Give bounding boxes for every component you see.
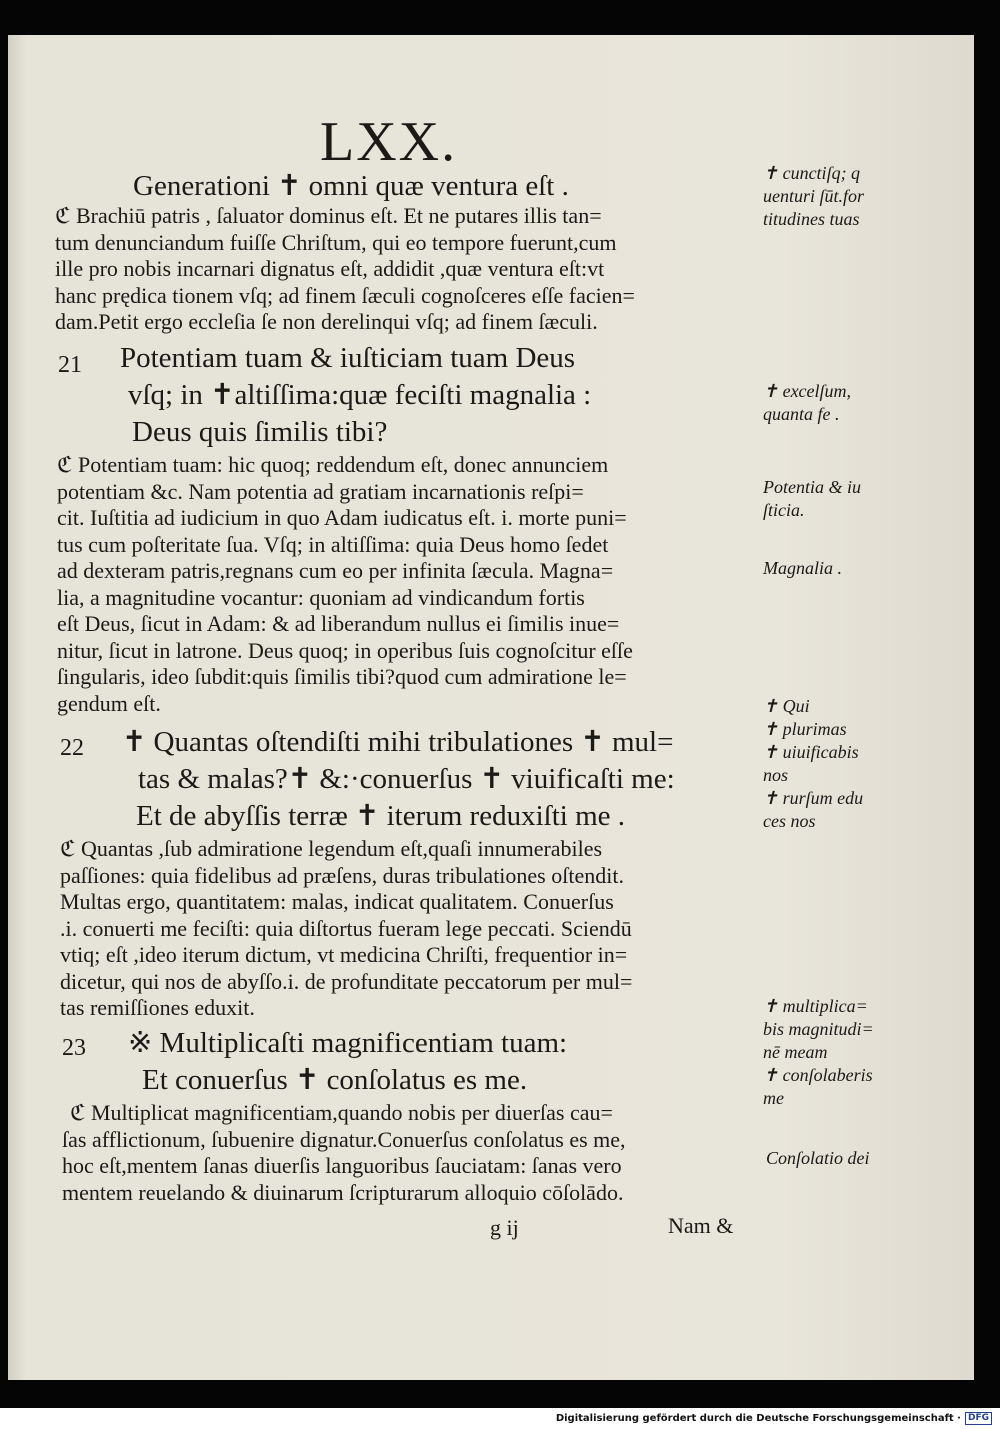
- text-line: ℭ Quantas ,ſub admiratione legendum eſt,quaſi innumerabiles: [60, 836, 603, 861]
- gloss-line: ✝ excelſum,: [763, 381, 852, 401]
- verse-22: [122, 724, 675, 835]
- verse-line: Deus quis ſimilis tibi?: [132, 416, 388, 448]
- gloss-line: bis magnitudi=: [763, 1019, 874, 1039]
- catchword: Nam &: [668, 1213, 734, 1238]
- gloss-line: ✝ Qui: [763, 696, 810, 716]
- gloss-line: quanta fe .: [763, 404, 840, 424]
- verse-line: Et conuerſus ✝ conſolatus es me.: [142, 1064, 528, 1096]
- margin-gloss-3: [763, 476, 861, 522]
- text-line: tus cum poſteritate ſua. Vſq; in altiſſima: quia Deus homo ſedet: [57, 531, 609, 557]
- text-line: hoc eſt,mentem ſanas diuerſis languoribus ſauciatam: ſanas vero: [62, 1153, 622, 1178]
- verse-line: ✝ Quantas oſtendiſti mihi tribulationes ✝ mul=: [122, 726, 674, 758]
- signature-mark: g ij: [490, 1215, 519, 1240]
- text-line: dicetur, qui nos de abyſſo.i. de profunditate peccatorum per mul=: [60, 968, 633, 994]
- text-line: ad dexteram patris,regnans cum eo per infinita ſæcula. Magna=: [57, 558, 614, 583]
- text-line: .i. conuerti me feciſti: quia diſtortus fueram lege peccati. Sciendū: [60, 915, 632, 941]
- dfg-logo: DFG: [965, 1412, 992, 1425]
- text-line: ℭ Brachiū patris , ſaluator dominus eſt. Et ne putares illis tan=: [55, 203, 602, 228]
- text-line: ille pro nobis incarnari dignatus eſt, addidit ,quæ ventura eſt:vt: [55, 256, 605, 281]
- gloss-line: ✝ uiuificabis: [763, 742, 859, 762]
- gloss-line: me: [763, 1088, 784, 1108]
- gloss-line: ✝ plurimas: [763, 719, 847, 739]
- gloss-line: ſticia.: [763, 500, 805, 520]
- verse-line: Potentiam tuam & iuſticiam tuam Deus: [120, 342, 576, 374]
- margin-gloss-7: [766, 1147, 870, 1170]
- margin-gloss-5: [763, 695, 863, 833]
- text-line: hanc prędica tionem vſq; ad finem ſæculi cognoſceres eſſe facien=: [55, 282, 635, 308]
- gloss-line: nos: [763, 765, 789, 785]
- gloss-line: Magnalia .: [763, 558, 842, 578]
- text-line: paſſiones: quia fidelibus ad præſens, duras tribulationes oſtendit.: [60, 862, 624, 888]
- verse-line: Et de abyſſis terræ ✝ iterum reduxiſti me .: [136, 800, 625, 832]
- margin-gloss-6: [763, 995, 874, 1110]
- margin-gloss-1: [763, 162, 864, 231]
- text-line: ℭ Potentiam tuam: hic quoq; reddendum eſt, donec annunciem: [57, 452, 609, 477]
- gloss-line: Potentia & iu: [763, 477, 861, 497]
- text-line: nitur, ſicut in latrone. Deus quoq; in operibus ſuis cognoſcitur eſſe: [57, 637, 633, 663]
- text-line: eſt Deus, ſicut in Adam: & ad liberandum nullus ei ſimilis inue=: [57, 611, 620, 636]
- text-line: potentiam &c. Nam potentia ad gratiam incarnationis reſpi=: [57, 478, 584, 504]
- verse-number-22: 22: [60, 735, 84, 761]
- text-line: ſingularis, ideo ſubdit:quis ſimilis tibi?quod cum admiratione le=: [57, 664, 627, 689]
- commentary-paragraph-4: [62, 1100, 760, 1206]
- margin-gloss-4: [763, 557, 842, 580]
- text-line: lia, a magnitudine vocantur: quoniam ad vindicandum fortis: [57, 584, 585, 610]
- gloss-line: uenturi ſūt.for: [763, 186, 865, 206]
- verse-heading-line: Generationi ✝ omni quæ ventura eſt .: [133, 170, 569, 202]
- gloss-line: ces nos: [763, 811, 816, 831]
- gloss-line: ✝ multiplica=: [763, 996, 868, 1016]
- footer-text: Digitalisierung gefördert durch die Deutsche Forschungsgemeinschaft ·: [555, 1413, 961, 1424]
- commentary-paragraph-2: [57, 452, 757, 717]
- verse-line: ※ Multiplicaſti magnificentiam tuam:: [128, 1027, 568, 1059]
- gloss-line: ✝ cunctiſq; q: [763, 163, 861, 183]
- text-line: tum denunciandum fuiſſe Chriſtum, qui eo tempore fuerunt,cum: [55, 229, 617, 255]
- text-line: dam.Petit ergo eccleſia ſe non derelinqui vſq; ad finem ſæculi.: [55, 309, 598, 334]
- gloss-line: titudines tuas: [763, 209, 860, 229]
- text-line: cit. Iuſtitia ad iudicium in quo Adam iudicatus eſt. i. morte puni=: [57, 505, 627, 530]
- verse-number-23: 23: [62, 1035, 86, 1061]
- gloss-line: Conſolatio dei: [766, 1148, 870, 1168]
- folio-number: LXX.: [320, 111, 458, 173]
- verse-line: vſq; in ✝altiſſima:quæ feciſti magnalia :: [128, 379, 592, 411]
- verse-23: [128, 1025, 567, 1099]
- text-line: ſas afflictionum, ſubuenire dignatur.Conuerſus conſolatus es me,: [62, 1126, 626, 1152]
- text-line: Multas ergo, quantitatem: malas, indicat qualitatem. Conuerſus: [60, 889, 614, 914]
- verse-line: tas & malas?✝ &:·conuerſus ✝ viuificaſti me:: [138, 763, 675, 795]
- gloss-line: ✝ conſolaberis: [763, 1065, 873, 1085]
- text-line: ℭ Multiplicat magnificentiam,quando nobis per diuerſas cau=: [70, 1100, 613, 1125]
- text-line: mentem reuelando & diuinarum ſcripturarum alloquio cōſolādo.: [62, 1179, 624, 1205]
- gloss-line: ✝ rurſum edu: [763, 788, 864, 808]
- text-line: gendum eſt.: [57, 690, 161, 716]
- text-line: tas remiſſiones eduxit.: [60, 995, 255, 1020]
- text-line: vtiq; eſt ,ideo iterum dictum, vt medicina Chriſti, frequentior in=: [60, 942, 628, 967]
- verse-number-21: 21: [58, 352, 82, 378]
- commentary-paragraph-3: [60, 836, 760, 1022]
- verse-21: [120, 340, 591, 451]
- commentary-paragraph-1: [55, 203, 755, 336]
- gloss-line: nē meam: [763, 1042, 828, 1062]
- digitization-footer: [0, 1408, 1000, 1429]
- margin-gloss-2: [763, 380, 851, 426]
